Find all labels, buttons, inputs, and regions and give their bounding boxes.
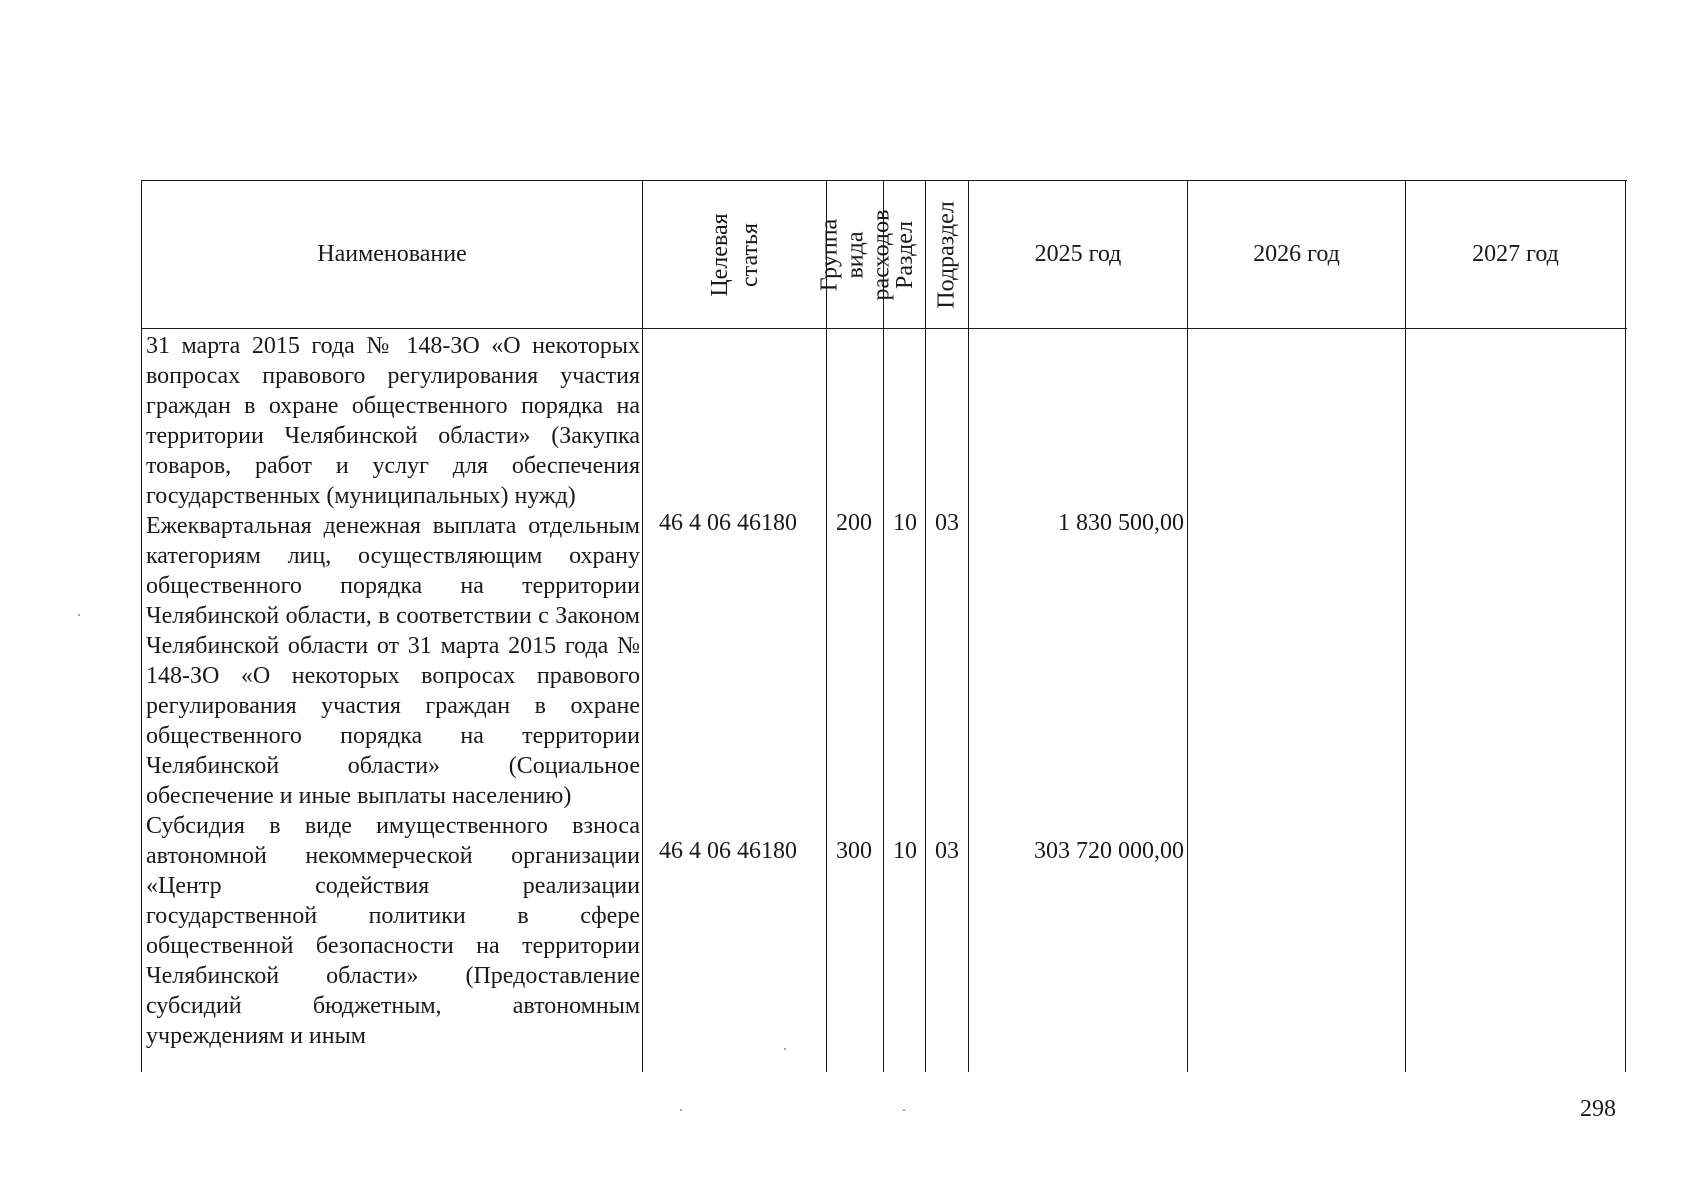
scan-speck — [903, 1109, 905, 1111]
row-1-expense-group: 200 — [836, 510, 872, 536]
row-1-subsection: 03 — [935, 510, 959, 536]
header-target-article-label: Целевая статья — [706, 212, 763, 297]
header-2025: 2025 год — [1034, 241, 1122, 267]
row-1-target-article: 46 4 06 46180 — [659, 510, 797, 536]
header-2027: 2027 год — [1472, 241, 1559, 267]
header-subsection-label: Подраздел — [934, 200, 961, 309]
header-section — [884, 181, 925, 328]
scan-speck — [78, 614, 80, 616]
header-target-article — [643, 181, 826, 328]
row-2-target-article: 46 4 06 46180 — [659, 838, 797, 864]
header-subsection — [926, 181, 968, 328]
row-1-2025: 1 830 500,00 — [1058, 510, 1184, 536]
header-2026: 2026 год — [1253, 241, 1340, 267]
header-expense-group-label: Группа вида расходов — [816, 209, 895, 300]
header-name: Наименование — [317, 241, 467, 267]
row-2-2025: 303 720 000,00 — [1034, 838, 1184, 864]
row-1-name: 31 марта 2015 года № 148-ЗО «О некоторых вопросах правового регулирования участия граждан в охране общественного порядка на территории Челябинской области» (Закупка товаров, работ и услуг для обеспечения государственных (муниципальных) нужд) — [146, 333, 640, 509]
header-expense-group — [816, 181, 895, 328]
row-1-section: 10 — [893, 510, 917, 536]
header-section-label: Раздел — [891, 220, 918, 289]
row-2-section: 10 — [893, 838, 917, 864]
col-border-right — [1625, 180, 1626, 1072]
row-2-name: Ежеквартальная денежная выплата отдельным категориям лиц, осуществляющим охрану общественного порядка на территории Челябинской области, в соответствии с Законом Челябинской области от 31 марта 2015 года № 148-ЗО «О некоторых вопросах правового регулирования участия граждан в охране общественного порядка на территории Челябинской области» (Социальное обеспечение и иные выплаты населению) — [146, 513, 640, 809]
row-2-expense-group: 300 — [836, 838, 872, 864]
row-3-name: Субсидия в виде имущественного взноса автономной некоммерческой организации «Центр содействия реализации государственной политики в сфере общественной безопасности на территории Челябинской области» (Предоставление субсидий бюджетным, автономным учреждениям и иным — [146, 813, 640, 1049]
page-number: 298 — [1580, 1096, 1616, 1122]
scan-speck — [784, 1048, 786, 1050]
row-2-subsection: 03 — [935, 838, 959, 864]
scan-speck — [680, 1109, 682, 1111]
name-column-text — [146, 331, 640, 1051]
